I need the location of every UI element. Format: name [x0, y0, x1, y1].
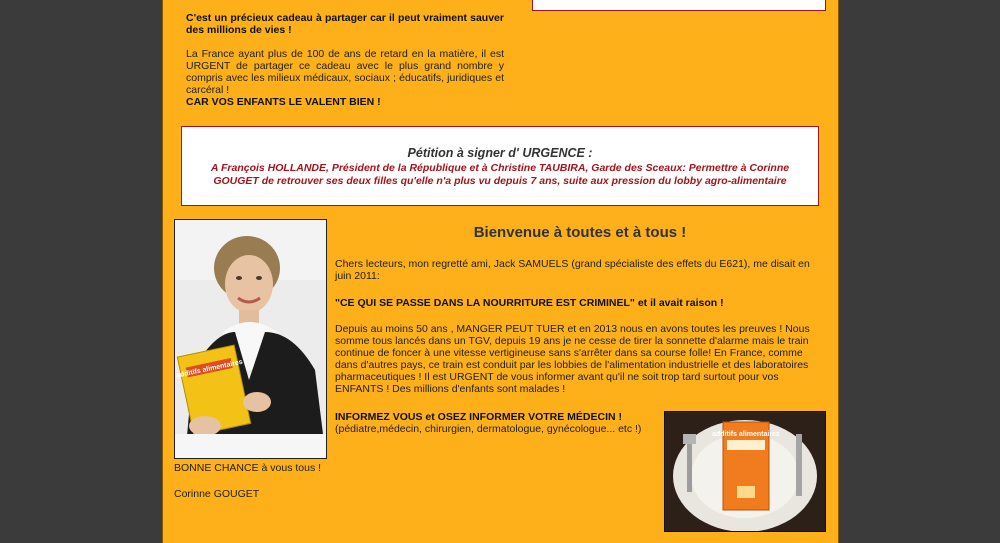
petition-body[interactable]: A François HOLLANDE, Président de la République et à Christine TAUBIRA, Garde des Sceaux: Permettre à Corinne GOUGET de retrouver ses deux filles qu'elle n'a plus vu depuis 7 ans, suite aux pression du lobby agro-alimentaire [210, 162, 790, 187]
author-signature: Corinne GOUGET [174, 488, 260, 500]
welcome-intro: Chers lecteurs, mon regretté ami, Jack SAMUELS (grand spécialiste des effets du E621), me disait en juin 2011: [335, 258, 810, 282]
inform-title: INFORMEZ VOUS et OSEZ INFORMER VOTRE MÉDECIN ! [335, 411, 623, 423]
intro-paragraph: La France ayant plus de 100 de ans de retard en la matière, il est URGENT de partager ce cadeau avec le plus grand nombre y compris avec les milieux médicaux, sociaux ; éducatifs, juridiques et carcéral ! [186, 48, 504, 96]
inform-block [335, 411, 657, 435]
intro-text [186, 12, 504, 108]
photo-book-title: additifs alimentaires [175, 358, 244, 380]
inform-list: (pédiatre,médecin, chirurgien, dermatologue, gynécologue... etc !) [335, 423, 642, 435]
plate-book-title: additifs alimentaires [712, 431, 780, 438]
book-on-plate-image[interactable] [664, 411, 826, 532]
top-box [532, 0, 826, 11]
petition-box[interactable] [181, 126, 819, 206]
author-photo [174, 219, 327, 459]
warning-paragraph: Depuis au moins 50 ans , MANGER PEUT TUER et en 2013 nous en avons toutes les preuves ! Nous somme tous lancés dans un TGV, depuis 19 ans je ne cesse de tirer la sonnette d'alarme mais le train continue de foncer à une vitesse vertigineuse sans s'arrêter dans sa course folle! En France, comme dans d'autres pays, ce train est conduit par les lobbies de l'alimentation industrielle et des laboratoires pharmaceutiques ! Il est URGENT de vous informer avant qu'il ne soit trop tard surtout pour vos ENFANTS ! Des millions d'enfants sont malades ! [335, 323, 810, 395]
author-photo-image [175, 220, 326, 458]
petition-title[interactable]: Pétition à signer d' URGENCE : [407, 146, 593, 160]
intro-slogan: CAR VOS ENFANTS LE VALENT BIEN ! [186, 96, 381, 108]
criminal-quote: "CE QUI SE PASSE DANS LA NOURRITURE EST CRIMINEL" et il avait raison ! [335, 297, 724, 309]
quote-line [335, 297, 827, 309]
plate-illustration [665, 412, 825, 531]
intro-headline: C'est un précieux cadeau à partager car il peut vraiment sauver des millions de vies ! [186, 12, 504, 36]
good-luck-text: BONNE CHANCE à vous tous ! [174, 462, 322, 474]
welcome-title: Bienvenue à toutes et à tous ! [473, 224, 687, 241]
